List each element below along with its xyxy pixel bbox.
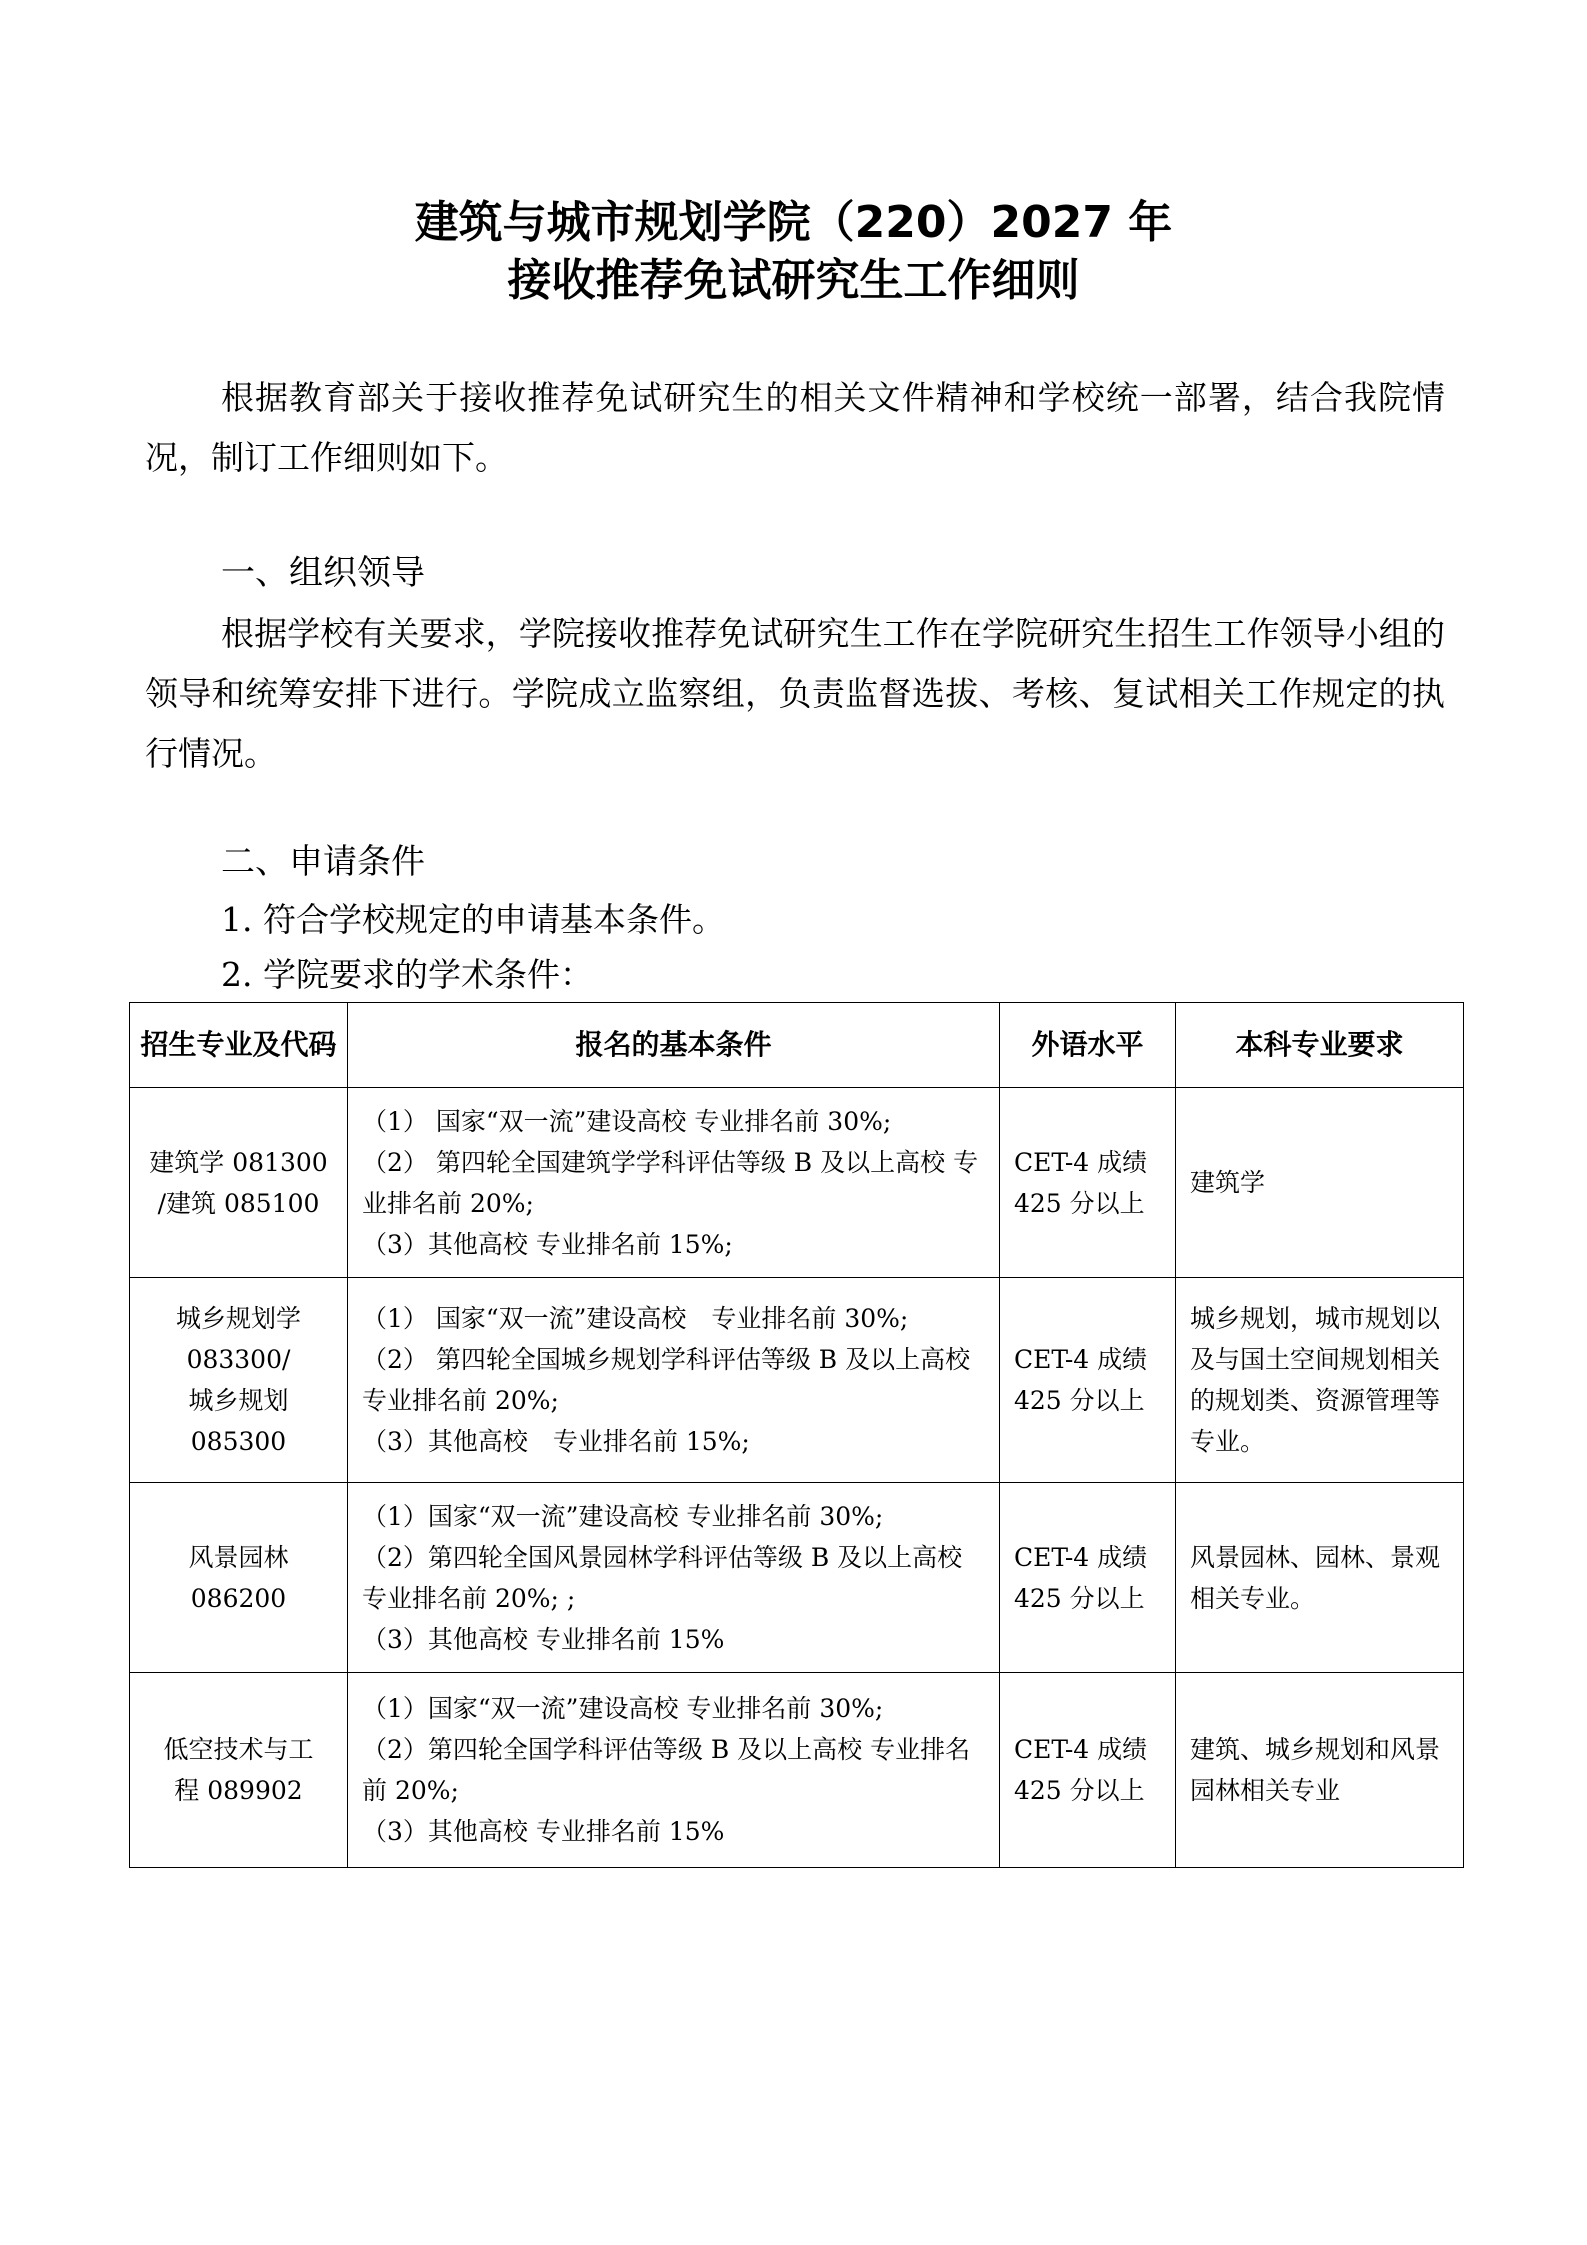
cell-undergrad: 建筑学	[1176, 1088, 1464, 1278]
cell-major-line: 085300	[190, 1427, 287, 1456]
cell-major-line: 城乡规划	[188, 1386, 289, 1415]
academic-conditions-table	[129, 1002, 1464, 1868]
cell-major-line: 083300/	[186, 1345, 291, 1374]
page-title-line1: 建筑与城市规划学院（220）2027 年	[414, 197, 1173, 248]
cell-major-line: /建筑 085100	[157, 1188, 320, 1218]
section2-item2: 2. 学院要求的学术条件：	[221, 955, 593, 994]
header-language: 外语水平	[1000, 1003, 1176, 1088]
condition-item: （2）第四轮全国学科评估等级 B 及以上高校 专业排名前 20%;	[362, 1735, 971, 1805]
page-title-line2: 接收推荐免试研究生工作细则	[507, 255, 1080, 306]
cell-major-line: 风景园林	[188, 1542, 289, 1572]
condition-item: （2） 第四轮全国建筑学学科评估等级 B 及以上高校 专业排名前 20%;	[362, 1147, 979, 1218]
condition-item: （3）其他高校 专业排名前 15%;	[362, 1427, 750, 1456]
cell-conditions	[348, 1278, 1000, 1483]
cell-conditions	[348, 1673, 1000, 1868]
cell-language: CET-4 成绩 425 分以上	[1000, 1673, 1176, 1868]
cell-conditions	[348, 1483, 1000, 1673]
header-major: 招生专业及代码	[130, 1003, 348, 1088]
cell-major	[130, 1673, 348, 1868]
cell-major-line: 程 089902	[174, 1776, 303, 1805]
cell-major	[130, 1278, 348, 1483]
cell-language: CET-4 成绩 425 分以上	[1000, 1483, 1176, 1673]
cell-major-line: 086200	[190, 1583, 287, 1613]
table-row	[130, 1088, 1464, 1278]
section2-item1: 1. 符合学校规定的申请基本条件。	[221, 900, 725, 939]
condition-item: （3）其他高校 专业排名前 15%	[362, 1624, 725, 1654]
table-row	[130, 1483, 1464, 1673]
cell-undergrad: 风景园林、园林、景观相关专业。	[1176, 1483, 1464, 1673]
cell-major	[130, 1088, 348, 1278]
section1-body: 根据学校有关要求，学院接收推荐免试研究生工作在学院研究生招生工作领导小组的领导和统筹安排下进行。学院成立监察组，负责监督选拔、考核、复试相关工作规定的执行情况。	[145, 614, 1445, 773]
header-undergrad: 本科专业要求	[1176, 1003, 1464, 1088]
condition-item: （2）第四轮全国风景园林学科评估等级 B 及以上高校 专业排名前 20%; ;	[362, 1542, 963, 1613]
cell-undergrad: 城乡规划，城市规划以及与国土空间规划相关的规划类、资源管理等专业。	[1176, 1278, 1464, 1483]
cell-major-line: 建筑学 081300	[149, 1147, 328, 1177]
condition-item: （3）其他高校 专业排名前 15%	[362, 1817, 725, 1846]
cell-major	[130, 1483, 348, 1673]
section1-heading: 一、组织领导	[221, 553, 425, 593]
cell-major-line: 低空技术与工	[163, 1735, 314, 1764]
cell-language: CET-4 成绩 425 分以上	[1000, 1088, 1176, 1278]
condition-item: （1）国家“双一流”建设高校 专业排名前 30%;	[362, 1694, 884, 1723]
cell-conditions	[348, 1088, 1000, 1278]
cell-language: CET-4 成绩 425 分以上	[1000, 1278, 1176, 1483]
section2-heading: 二、申请条件	[221, 842, 425, 882]
table-row	[130, 1278, 1464, 1483]
condition-item: （3）其他高校 专业排名前 15%;	[362, 1229, 733, 1259]
intro-paragraph: 根据教育部关于接收推荐免试研究生的相关文件精神和学校统一部署，结合我院情况，制订工作细则如下。	[145, 378, 1445, 477]
header-conditions: 报名的基本条件	[348, 1003, 1000, 1088]
table-header-row	[130, 1003, 1464, 1088]
condition-item: （1） 国家“双一流”建设高校 专业排名前 30%;	[362, 1106, 892, 1136]
condition-item: （1）国家“双一流”建设高校 专业排名前 30%;	[362, 1501, 884, 1531]
cell-major-line: 城乡规划学	[175, 1304, 301, 1333]
condition-item: （2） 第四轮全国城乡规划学科评估等级 B 及以上高校 专业排名前 20%;	[362, 1345, 971, 1415]
condition-item: （1） 国家“双一流”建设高校 专业排名前 30%;	[362, 1304, 909, 1333]
cell-undergrad: 建筑、城乡规划和风景园林相关专业	[1176, 1673, 1464, 1868]
table-row	[130, 1673, 1464, 1868]
